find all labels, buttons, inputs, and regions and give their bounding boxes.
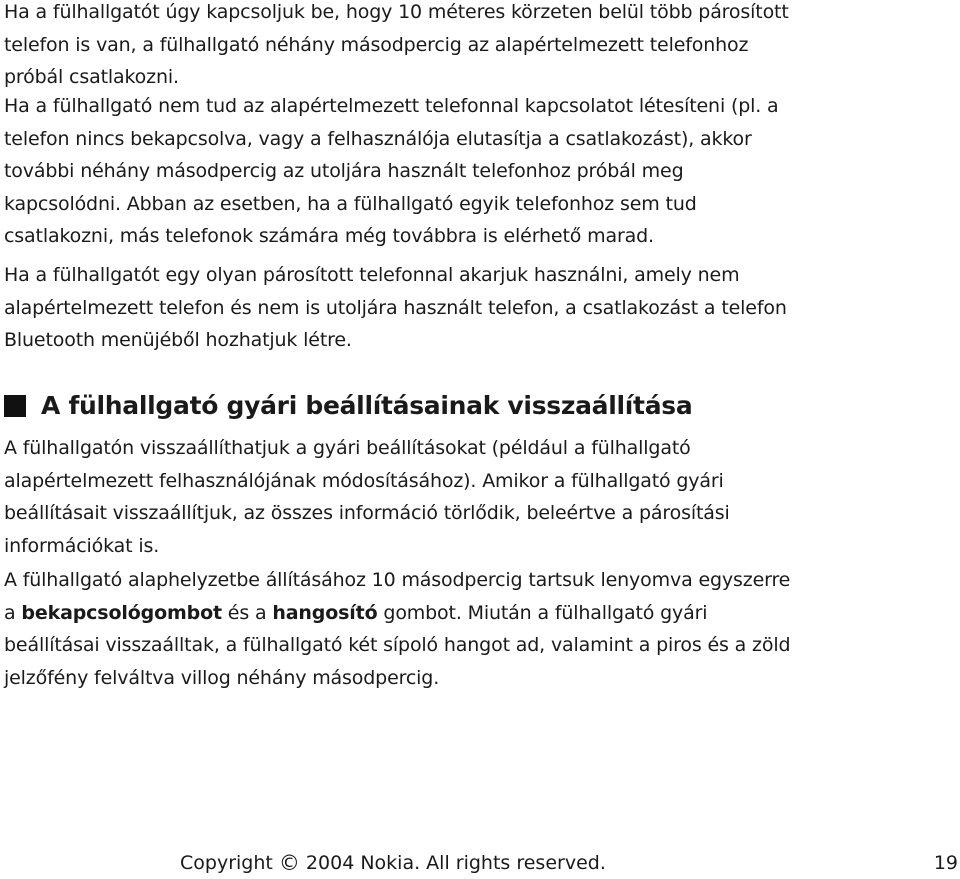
section-heading-text: A fülhallgató gyári beállításainak visszaállítása	[41, 391, 693, 420]
reset-text-part2: és a	[221, 601, 273, 624]
reset-text-part1: A fülhallgató alaphelyzetbe állításához 10 másodpercig tartsuk lenyomva egyszerre a	[4, 569, 791, 624]
volume-up-key-label: hangosító	[272, 601, 378, 624]
page-footer	[180, 849, 958, 877]
page-number: 19	[933, 852, 958, 874]
paragraph-default-phone: Ha a fülhallgatót úgy kapcsoljuk be, hogy 10 méteres körzeten belül több párosított telefon is van, a fülhallgató néhány másodpercig az alapértelmezett telefonhoz próbál csatlakozni.	[4, 1, 789, 88]
paragraph-factory-reset-intro: A fülhallgatón visszaállíthatjuk a gyári beállításokat (például a fülhallgató alapértelmezett felhasználójának módosításához). Amikor a fülhallgató gyári beállításait visszaállítjuk, az összes információ törlődik, beleértve a párosítási információkat is.	[4, 437, 730, 557]
paragraph-factory-reset-steps	[4, 564, 794, 694]
paragraph-other-phone: Ha a fülhallgatót egy olyan párosított telefonnal akarjuk használni, amely nem alapértelmezett telefon és nem is utoljára használt telefon, a csatlakozást a telefon Bluetooth menüjéből hozhatjuk létre.	[4, 264, 787, 351]
copyright-notice: Copyright © 2004 Nokia. All rights reserved.	[180, 851, 606, 875]
paragraph-fallback-phone: Ha a fülhallgató nem tud az alapértelmezett telefonnal kapcsolatot létesíteni (pl. a telefon nincs bekapcsolva, vagy a felhasználója elutasítja a csatlakozást), akkor további néhány másodpercig az utoljára használt telefonhoz próbál meg kapcsolódni. Abban az esetben, ha a fülhallgató egyik telefonhoz sem tud csatlakozni, más telefonok számára még továbbra is elérhető marad.	[4, 95, 779, 247]
power-key-label: bekapcsológombot	[21, 601, 222, 624]
section-heading	[4, 388, 692, 424]
copyright-icon: ©	[278, 851, 300, 875]
reset-text-part3: gombot. Miután a fülhallgató gyári beállításai visszaálltak, a fülhallgató két sípoló hangot ad, valamint a piros és a zöld jelzőfény felváltva villog néhány másodpercig.	[4, 601, 791, 689]
square-bullet-icon	[4, 395, 26, 417]
